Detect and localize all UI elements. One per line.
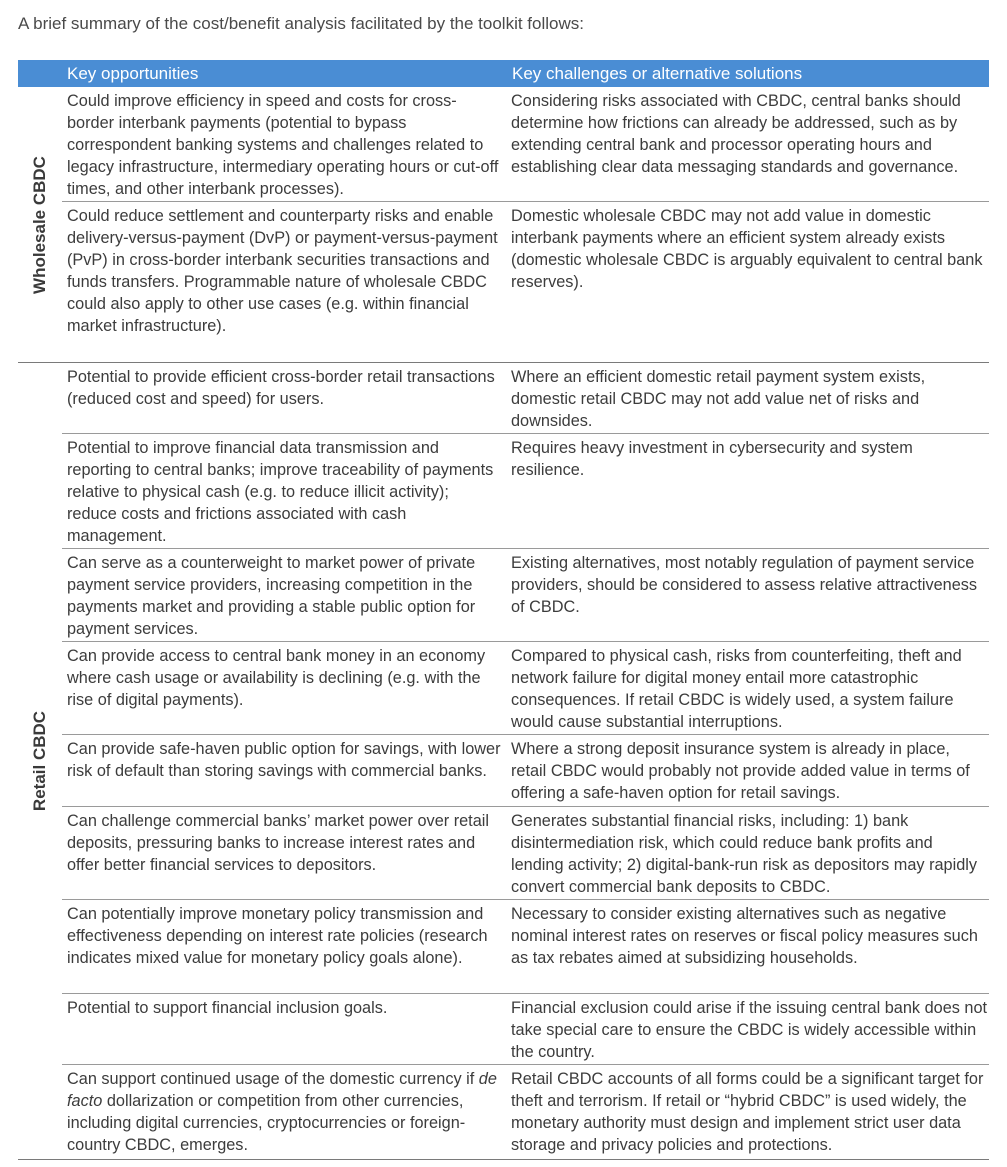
opportunity-cell: Can potentially improve monetary policy transmission and effectiveness depending on interest rate policies (research indicates mixed value for monetary policy goals alone). bbox=[67, 905, 488, 967]
section-label bbox=[18, 363, 62, 1159]
challenge-cell: Existing alternatives, most notably regulation of payment service providers, should be considered to assess relative attractiveness of CBDC. bbox=[511, 554, 978, 616]
table-row bbox=[62, 549, 989, 642]
opportunity-cell: Potential to improve financial data transmission and reporting to central banks; improve traceability of payments relative to physical cash (e.g. to reduce illicit activity); reduce costs and frictions associated with cash management. bbox=[67, 439, 494, 545]
opportunity-text: Can support continued usage of the domestic currency if bbox=[67, 1070, 479, 1088]
table-row bbox=[62, 363, 989, 434]
opportunity-text: dollarization or competition from other currencies, including digital currencies, cryptocurrencies or foreign-country CBDC, emerges. bbox=[67, 1092, 466, 1154]
challenge-cell: Domestic wholesale CBDC may not add value in domestic interbank payments where an efficient system already exists (domestic wholesale CBDC is arguably equivalent to central bank reserves). bbox=[511, 207, 983, 291]
table-row bbox=[62, 807, 989, 900]
opportunity-cell: Can provide access to central bank money in an economy where cash usage or availability is declining (e.g. with the rise of digital payments). bbox=[67, 647, 486, 709]
cost-benefit-table bbox=[18, 60, 989, 1160]
opportunity-italic-text: de facto bbox=[67, 1070, 497, 1110]
table-row bbox=[62, 202, 989, 362]
table-row bbox=[62, 735, 989, 807]
opportunity-cell: Could reduce settlement and counterparty risks and enable delivery-versus-payment (DvP) or payment-versus-payment (PvP) in cross-border interbank securities transactions and funds transfers. Programmable nature of wholesale CBDC could also apply to other use cases (e.g. within financial market infrastructure). bbox=[67, 207, 498, 335]
opportunity-cell: Could improve efficiency in speed and costs for cross-border interbank payments (potential to bypass correspondent banking systems and challenges related to legacy infrastructure, intermediary operating hours or cut-off times, and other interbank processes). bbox=[67, 92, 499, 198]
challenge-cell: Where an efficient domestic retail payment system exists, domestic retail CBDC may not add value net of risks and downsides. bbox=[511, 368, 926, 430]
header-key-opportunities: Key opportunities bbox=[67, 64, 199, 83]
section-label bbox=[18, 87, 62, 362]
section-label-text: Retail CBDC bbox=[30, 710, 49, 812]
opportunity-cell: Potential to support financial inclusion goals. bbox=[67, 999, 388, 1017]
opportunity-cell: Can serve as a counterweight to market power of private payment service providers, increasing competition in the payments market and providing a stable public option for payment services. bbox=[67, 554, 476, 638]
table-row bbox=[62, 900, 989, 994]
challenge-cell: Financial exclusion could arise if the issuing central bank does not take special care to ensure the CBDC is widely accessible within the country. bbox=[511, 999, 988, 1061]
opportunity-cell bbox=[62, 1065, 502, 1159]
table-row bbox=[62, 87, 989, 202]
opportunity-cell: Can challenge commercial banks’ market power over retail deposits, pressuring banks to increase interest rates and offer better financial services to depositors. bbox=[67, 812, 489, 874]
section-wholesale-cbdc bbox=[18, 87, 989, 363]
opportunity-cell: Potential to provide efficient cross-border retail transactions (reduced cost and speed) for users. bbox=[67, 368, 495, 408]
table-header bbox=[18, 60, 989, 87]
table-row bbox=[62, 1065, 989, 1159]
challenge-cell: Necessary to consider existing alternatives such as negative nominal interest rates on reserves or fiscal policy measures such as tax rebates aimed at subsidizing households. bbox=[511, 905, 978, 967]
challenge-cell: Considering risks associated with CBDC, central banks should determine how frictions can already be addressed, such as by extending central bank and processor operating hours and establishing clear data messaging standards and governance. bbox=[511, 92, 961, 176]
challenge-cell: Requires heavy investment in cybersecurity and system resilience. bbox=[511, 439, 913, 479]
challenge-cell: Retail CBDC accounts of all forms could be a significant target for theft and terrorism. If retail or “hybrid CBDC” is used widely, the monetary authority must design and implement strict user data storage and privacy policies and protections. bbox=[511, 1070, 984, 1154]
table-row bbox=[62, 994, 989, 1065]
table-row bbox=[62, 642, 989, 735]
section-retail-cbdc bbox=[18, 363, 989, 1160]
opportunity-cell: Can provide safe-haven public option for savings, with lower risk of default than storing savings with commercial banks. bbox=[67, 740, 501, 780]
header-key-challenges: Key challenges or alternative solutions bbox=[512, 64, 803, 83]
challenge-cell: Compared to physical cash, risks from counterfeiting, theft and network failure for digital money entail more catastrophic consequences. If retail CBDC is widely used, a system failure would cause substantial interruptions. bbox=[511, 647, 962, 731]
section-label-text: Wholesale CBDC bbox=[30, 155, 49, 294]
challenge-cell: Where a strong deposit insurance system is already in place, retail CBDC would probably not provide added value in terms of offering a safe-haven option for retail savings. bbox=[511, 740, 970, 802]
challenge-cell: Generates substantial financial risks, including: 1) bank disintermediation risk, which could reduce bank profits and lending activity; 2) digital-bank-run risk as depositors may rapidly convert commercial bank deposits to CBDC. bbox=[511, 812, 978, 896]
intro-text: A brief summary of the cost/benefit analysis facilitated by the toolkit follows: bbox=[18, 14, 584, 33]
table-row bbox=[62, 434, 989, 549]
